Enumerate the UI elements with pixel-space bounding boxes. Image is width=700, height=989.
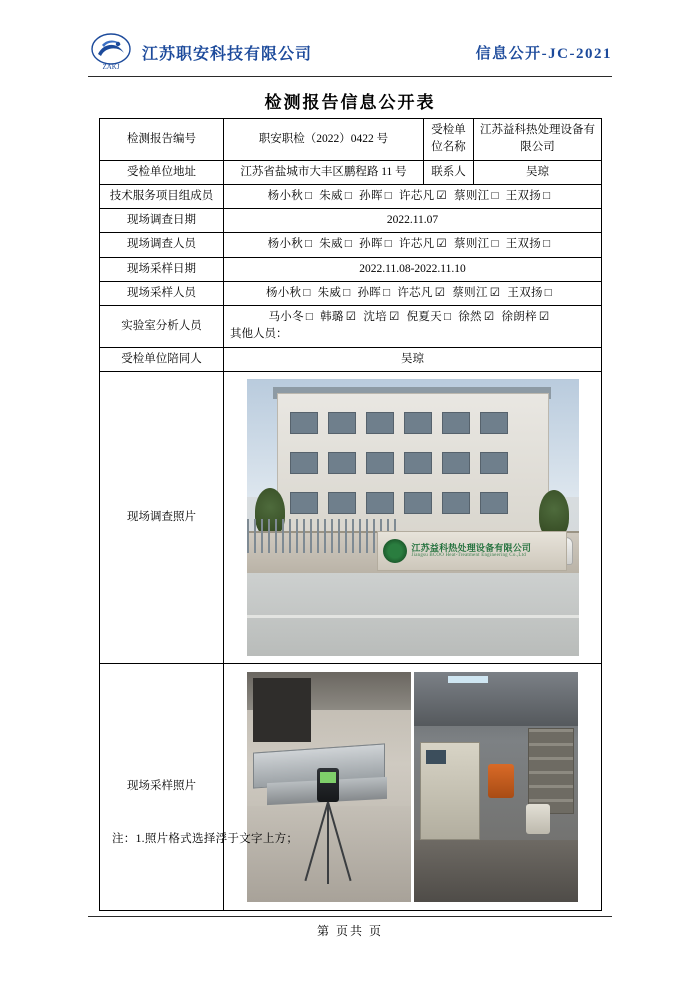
survey-photo <box>228 375 597 660</box>
sampling-photo-right <box>414 672 578 902</box>
sampling-tripod <box>299 768 359 886</box>
staff-name: 朱威 <box>319 189 343 202</box>
table-row <box>100 306 602 348</box>
company-signboard <box>377 531 567 571</box>
table-row <box>100 184 602 208</box>
staff-checkbox[interactable]: □ <box>383 286 391 299</box>
staff-name: 韩璐 <box>320 311 344 323</box>
sampling-staff-list <box>224 281 602 305</box>
staff-name: 徐朗梓 <box>501 311 537 323</box>
staff-name: 朱威 <box>317 286 342 299</box>
staff-name: 王双扬 <box>507 286 543 299</box>
staff-checkbox[interactable]: ☑ <box>483 311 495 323</box>
survey-staff-label: 现场调查人员 <box>100 233 224 257</box>
svg-text:ZAKJ: ZAKJ <box>102 63 120 71</box>
lab-staff-label: 实验室分析人员 <box>100 306 224 348</box>
table-row <box>100 160 602 184</box>
staff-name: 许芯凡 <box>399 189 435 202</box>
sampling-date-label: 现场采样日期 <box>100 257 224 281</box>
survey-date-value: 2022.11.07 <box>224 209 602 233</box>
staff-name: 沈培 <box>363 311 387 323</box>
sampling-meter <box>317 768 339 802</box>
staff-name: 蔡则江 <box>454 238 490 251</box>
report-info-table <box>99 118 602 911</box>
report-no-label: 检测报告编号 <box>100 119 224 161</box>
header-divider <box>88 76 612 77</box>
staff-name: 杨小秋 <box>267 238 304 251</box>
staff-checkbox[interactable]: □ <box>305 311 314 323</box>
survey-photo-image <box>247 379 579 656</box>
factory-building <box>277 393 549 535</box>
address-value: 江苏省盐城市大丰区鹏程路 11 号 <box>224 160 424 184</box>
sampling-photo-label: 现场采样照片 <box>100 663 224 910</box>
fence <box>247 519 397 553</box>
signboard-text: 江苏益科热处理设备有限公司 Jiangsu BCOO Heat-Treatment Engineering Co.,Ltd <box>411 542 532 559</box>
staff-checkbox[interactable]: ☑ <box>434 286 446 299</box>
staff-checkbox[interactable]: □ <box>305 189 313 202</box>
staff-checkbox[interactable]: □ <box>544 286 553 299</box>
survey-photo-cell <box>224 371 602 663</box>
table-row <box>100 347 602 371</box>
address-label: 受检单位地址 <box>100 160 224 184</box>
table-row <box>100 257 602 281</box>
page-header <box>88 28 612 76</box>
staff-name: 倪夏天 <box>406 311 442 323</box>
staff-checkbox[interactable]: □ <box>543 238 551 251</box>
staff-checkbox[interactable]: □ <box>305 238 313 251</box>
staff-checkbox[interactable]: □ <box>344 189 353 202</box>
lab-staff-list <box>268 311 556 323</box>
staff-name: 许芯凡 <box>397 286 433 299</box>
staff-name: 杨小秋 <box>265 286 302 299</box>
sampling-staff-label: 现场采样人员 <box>100 281 224 305</box>
staff-checkbox[interactable]: □ <box>344 238 353 251</box>
staff-checkbox[interactable]: ☑ <box>345 311 357 323</box>
team-label: 技术服务项目组成员 <box>100 184 224 208</box>
staff-name: 王双扬 <box>505 238 542 251</box>
lab-other-label: 其他人员： <box>230 328 288 341</box>
survey-photo-label: 现场调查照片 <box>100 371 224 663</box>
client-value: 江苏益科热处理设备有限公司 <box>474 119 602 161</box>
report-no-value: 职安职检（2022）0422 号 <box>224 119 424 161</box>
survey-date-label: 现场调查日期 <box>100 209 224 233</box>
meter-screen <box>320 772 336 783</box>
staff-checkbox[interactable]: ☑ <box>436 189 448 202</box>
staff-checkbox[interactable]: □ <box>303 286 311 299</box>
client-label: 受检单位名称 <box>424 119 474 161</box>
table-row <box>100 209 602 233</box>
company-name: 江苏职安科技有限公司 <box>142 45 313 63</box>
staff-checkbox[interactable]: ☑ <box>388 311 400 323</box>
staff-name: 孙晖 <box>357 286 382 299</box>
team-members-list <box>224 184 602 208</box>
staff-checkbox[interactable]: ☑ <box>436 238 448 251</box>
page-title: 检测报告信息公开表 <box>264 93 436 112</box>
table-row <box>100 233 602 257</box>
staff-name: 徐然 <box>458 311 482 323</box>
sampling-photos <box>228 667 597 907</box>
staff-name: 许芯凡 <box>399 238 435 251</box>
sampling-date-value: 2022.11.08-2022.11.10 <box>224 257 602 281</box>
staff-name: 孙晖 <box>359 189 383 202</box>
header-left <box>88 32 312 72</box>
document-code: 信息公开-JC-2021 <box>475 45 612 62</box>
accompany-label: 受检单位陪同人 <box>100 347 224 371</box>
staff-checkbox[interactable]: □ <box>491 238 499 251</box>
staff-checkbox[interactable]: □ <box>444 311 452 323</box>
table-row <box>100 663 602 910</box>
staff-name: 蔡则江 <box>452 286 488 299</box>
table-row <box>100 281 602 305</box>
staff-name: 王双扬 <box>505 189 542 202</box>
table-row <box>100 119 602 161</box>
staff-name: 杨小秋 <box>267 189 304 202</box>
signboard-badge-icon <box>383 539 407 563</box>
footer-divider <box>88 916 612 917</box>
staff-name: 蔡则江 <box>454 189 490 202</box>
staff-checkbox[interactable]: □ <box>343 286 351 299</box>
lab-staff-cell <box>224 306 602 348</box>
accompany-value: 吴琼 <box>224 347 602 371</box>
page-number: 第 页共 页 <box>316 924 383 938</box>
staff-name: 孙晖 <box>359 238 383 251</box>
staff-checkbox[interactable]: □ <box>491 189 499 202</box>
staff-checkbox[interactable]: ☑ <box>489 286 501 299</box>
footnote: 注：1.照片格式选择浮于文字上方； <box>112 833 299 845</box>
sampling-photo-cell <box>224 663 602 910</box>
contact-value: 吴琼 <box>474 160 602 184</box>
staff-checkbox[interactable]: ☑ <box>538 311 550 323</box>
company-logo-icon <box>88 32 134 72</box>
staff-name: 朱威 <box>319 238 343 251</box>
contact-label: 联系人 <box>424 160 474 184</box>
staff-checkbox[interactable]: □ <box>384 238 393 251</box>
staff-checkbox[interactable]: □ <box>543 189 551 202</box>
sampling-photo-left <box>247 672 411 902</box>
staff-checkbox[interactable]: □ <box>384 189 393 202</box>
survey-staff-list <box>224 233 602 257</box>
table-row <box>100 371 602 663</box>
staff-name: 马小冬 <box>268 311 304 323</box>
road-marking <box>247 615 579 618</box>
